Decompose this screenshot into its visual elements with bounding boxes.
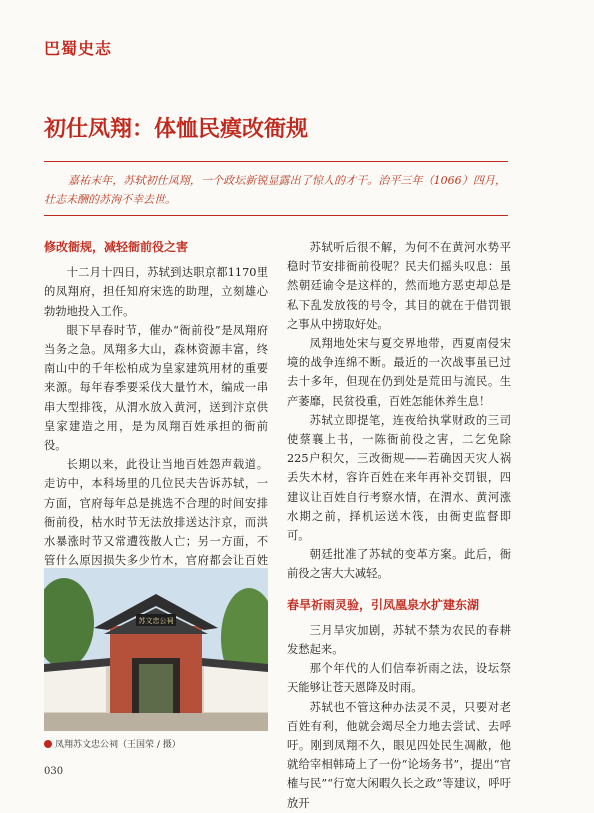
paragraph: 那个年代的人们信奉祈雨之法，设坛祭天能够让苍天恩降及时雨。: [287, 662, 511, 695]
paragraph: 苏轼听后很不解，为何不在黄河水势平稳时节安排衙前役呢？民夫们摇头叹息：虽然朝廷谕令是这样的，然而地方恶吏却总是私下乱发放筏的号令，其目的就在于借罚银之事从中捞取好处。: [287, 241, 511, 331]
paragraph: 眼下早春时节，催办“衙前役”是凤翔府当务之急。凤翔多大山，森林资源丰富，终南山中的千年松柏成为皇家建筑用材的重要来源。每年春季要采伐大量竹木，编成一串串大型排筏，从渭水放入黄河，送到汴京供皇家建造之用，是为凤翔百姓承担的衙前役。: [44, 323, 268, 453]
page-number: 030: [44, 766, 64, 777]
caption-text: 凤翔苏文忠公祠（王国荣 / 摄）: [55, 740, 181, 750]
paragraph: 朝廷批准了苏轼的变革方案。此后，衙前役之害大大减轻。: [287, 548, 511, 581]
photo-caption: [44, 737, 181, 750]
temple-photo: [44, 568, 268, 731]
plaque-text: 苏文忠公祠: [138, 617, 174, 625]
paragraph: 三月旱灾加剧，苏轼不禁为农民的春耕发愁起来。: [287, 623, 511, 657]
intro-top-rule: [44, 161, 508, 162]
right-column: [287, 238, 511, 813]
left-column: [44, 238, 268, 609]
paragraph: 苏轼立即提笔，连夜给执掌财政的三司使蔡襄上书，一陈衙前役之害，二乞免除225户积欠，三改衙规——若确因天灾人祸丢失木材，容许百姓在来年再补交罚银，四建议让百姓自行考察水情，在渭水、黄河涨水期之前，择机运送木筏，由衙吏监督即可。: [287, 413, 511, 543]
bullet-icon: [44, 740, 52, 748]
paragraph: 凤翔地处宋与夏交界地带，西夏南侵宋境的战争连绵不断。最近的一次战事虽已过去十多年，但现在仍到处是荒田与流民。生产萎靡，民贫役重，百姓怎能休养生息！: [287, 337, 511, 408]
article-intro: 嘉祐末年，苏轼初仕凤翔，一个政坛新锐显露出了惊人的才干。治平三年（1066）四月，壮志未酬的苏洵不幸去世。: [44, 174, 506, 206]
paragraph: 苏轼也不管这种办法灵不灵，只要对老百姓有利，他就会竭尽全力地去尝试、去呼吁。刚到凤翔不久，眼见四处民生凋敝，他就给宰相韩琦上了一份“论场务书”，提出“官榷与民”“行宽大闲暇久长之政”等建议，呼吁放开: [287, 700, 511, 810]
paragraph: 长期以来，此役让当地百姓怨声载道。走访中，本科场里的几位民夫告诉苏轼，一方面，官府每年总是挑选不合理的时间安排衙前役，枯水时节无法放排送达汴京，而洪水暴涨时节又常遭筏散人亡；另一方面，不管什么原因损失多少竹木，官府都会让百姓: [44, 458, 268, 568]
article-title: 初仕凤翔：体恤民瘼改衙规: [44, 116, 309, 142]
section-heading: 修改衙规，减轻衙前役之害: [44, 240, 189, 254]
intro-bottom-rule: [44, 215, 508, 216]
paragraph: 十二月十四日，苏轼到达职京都1170里的凤翔府，担任知府宋选的助理，立刻雄心勃勃地投入工作。: [44, 266, 268, 318]
section-heading: 春旱祈雨灵验，引凤凰泉水扩建东湖: [287, 597, 480, 612]
brand-header: 巴蜀史志: [44, 39, 113, 58]
